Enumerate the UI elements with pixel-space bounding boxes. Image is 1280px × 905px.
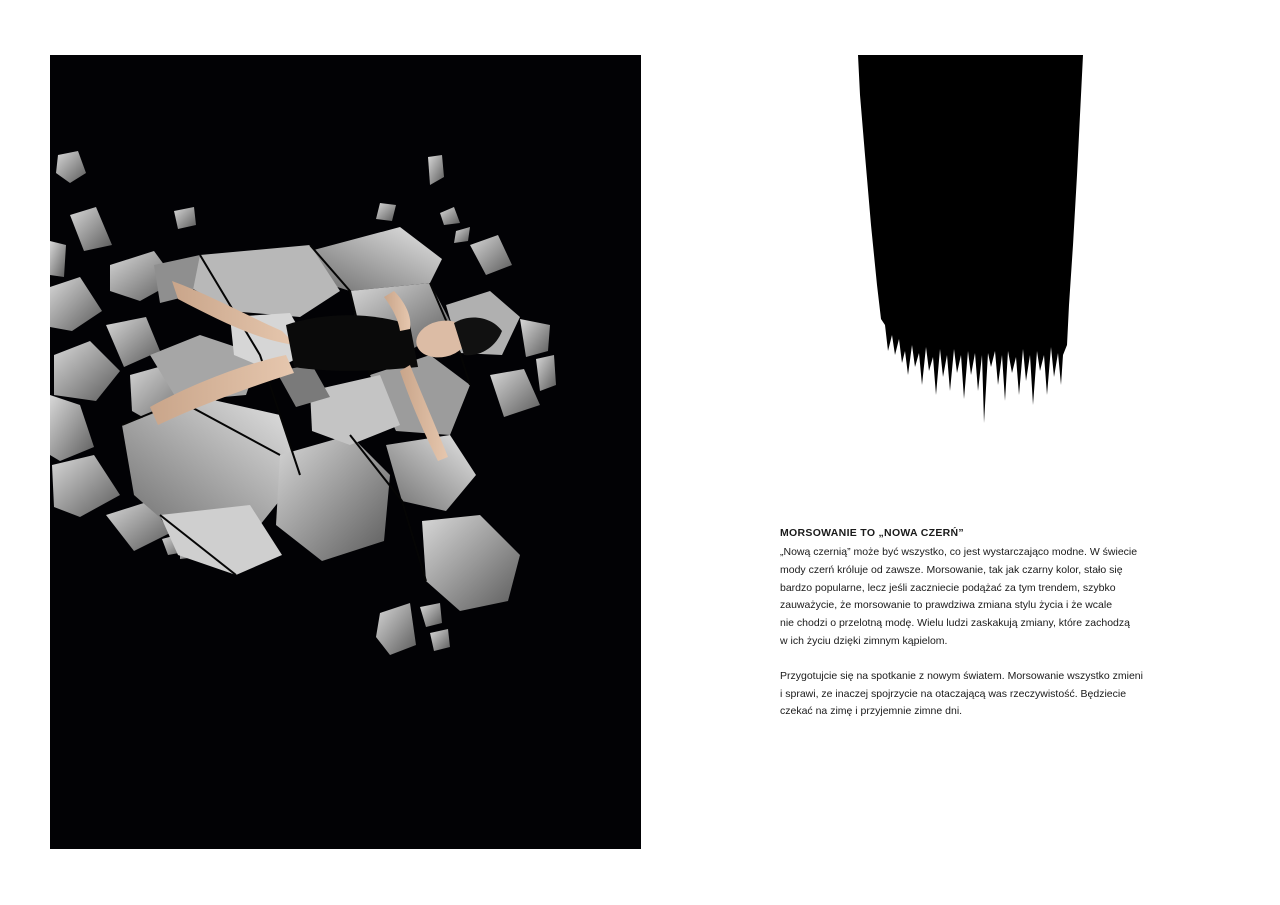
ice-floes [122, 227, 520, 611]
article-body [780, 526, 1180, 721]
article-paragraph-1: „Nową czernią” może być wszystko, co jest wystarczająco modne. W świecie mody czerń króluje od zawsze. Morsowanie, tak jak czarny kolor, stało się bardzo popularne, lecz jeśli zaczniecie podążać za tym trendem, szybko zauważycie, że morsowanie to prawdziwa zmiana stylu życia i że wcale nie chodzi o przelotną modę. Wielu ludzi zaskakują zmiany, które zachodzą w ich życiu dzięki zimnym kąpielom. [780, 546, 1138, 647]
ice-floe-illustration [50, 55, 641, 849]
article-paragraph-2: Przygotujcie się na spotkanie z nowym światem. Morsowanie wszystko zmieni i sprawi, ze inaczej spojrzycie na otaczającą was rzeczywistość. Będziecie czekać na zimę i przyjemnie zimne dni. [780, 669, 1143, 718]
article-headline: MORSOWANIE TO „NOWA CZERŃ” [780, 527, 964, 539]
person-in-ice-photo [50, 55, 641, 849]
black-brush-stroke-icon [855, 55, 1085, 425]
